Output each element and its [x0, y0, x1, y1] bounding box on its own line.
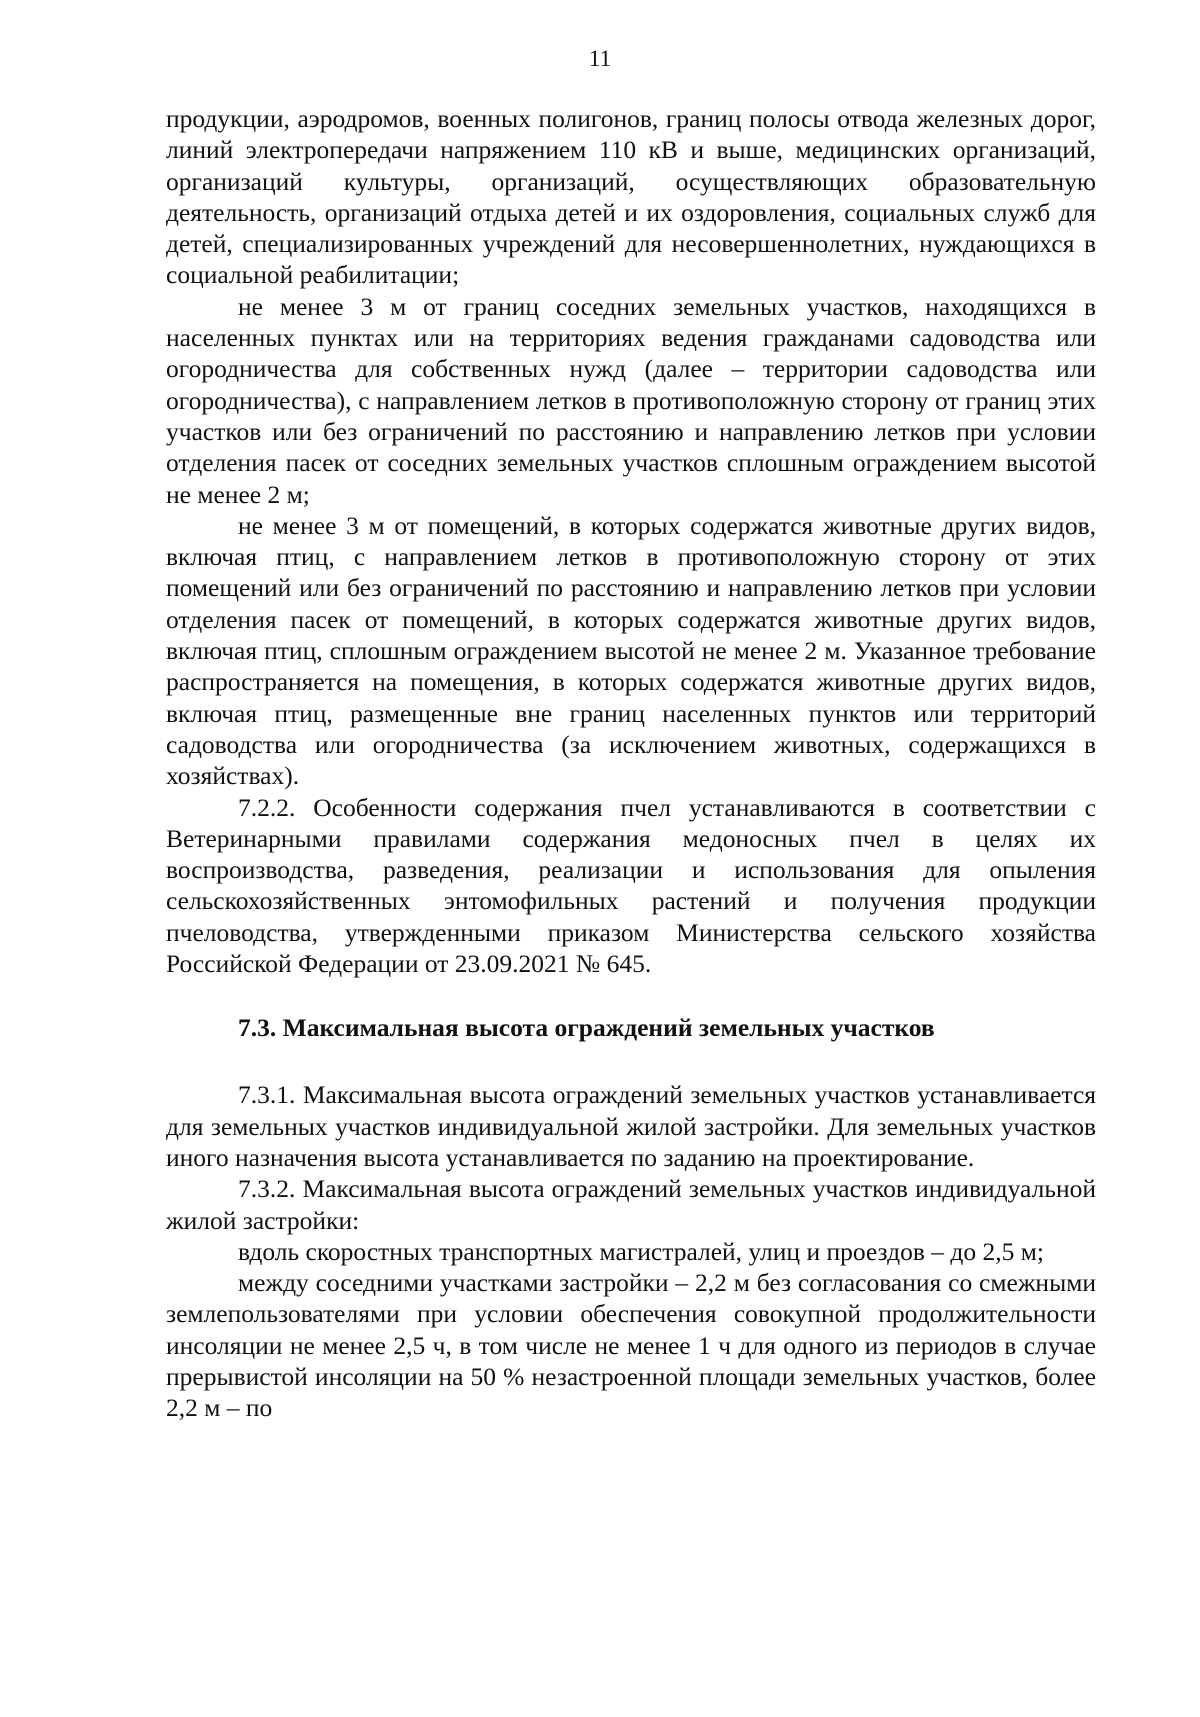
paragraph-streets: вдоль скоростных транспортных магистралей, улиц и проездов – до 2,5 м; [238, 1236, 1045, 1266]
paragraph-continuation: продукции, аэродромов, военных полигонов, границ полосы отвода железных дорог, линий электропередачи напряжением 110 кВ и выше, медицинских организаций, организаций культуры, организаций, осуществляющих образовательную деятельность, организаций отдыха детей и их оздоровления, социальных служб для детей, специализированных учреждений для несовершеннолетних, нуждающихся в социальной реабилитации; [166, 104, 1096, 290]
page-number: 11 [588, 46, 612, 71]
section-heading: 7.3. Максимальная высота ограждений земельных участков [238, 1013, 935, 1043]
paragraph-7-2-2: 7.2.2. Особенности содержания пчел устанавливаются в соответствии с Ветеринарными правилами содержания медоносных пчел в целях их воспроизводства, разведения, реализации и использования для опыления сельскохозяйственных энтомофильных растений и получения продукции пчеловодства, утвержденными приказом Министерства сельского хозяйства Российской Федерации от 23.09.2021 № 645. [166, 792, 1096, 979]
paragraph-neighbor-boundaries: между соседними участками застройки – 2,2 м без согласования со смежными землепользователями при условии обеспечения совокупной продолжительности инсоляции не менее 2,5 ч, в том числе не менее 1 ч для одного из периодов в случае прерывистой инсоляции на 50 % незастроенной площади земельных участков, более 2,2 м – по [166, 1268, 1096, 1423]
document-body [166, 103, 1096, 1424]
paragraph-neighbor-plots: не менее 3 м от границ соседних земельных участков, находящихся в населенных пунктах или на территориях ведения гражданами садоводства или огородничества для собственных нужд (далее – территории садоводства или огородничества), с направлением летков в противоположную сторону от границ этих участков или без ограничений по расстоянию и направлению летков при условии отделения пасек от соседних земельных участков сплошным ограждением высотой не менее 2 м; [166, 291, 1096, 509]
paragraph-7-3-1: 7.3.1. Максимальная высота ограждений земельных участков устанавливается для земельных участков индивидуальной жилой застройки. Для земельных участков иного назначения высота устанавливается по заданию на проектирование. [166, 1080, 1096, 1172]
paragraph-animal-premises: не менее 3 м от помещений, в которых содержатся животные других видов, включая птиц, с направлением летков в противоположную сторону от этих помещений или без ограничений по расстоянию и направлению летков при условии отделения пасек от помещений, в которых содержатся животные других видов, включая птиц, сплошным ограждением высотой не менее 2 м. Указанное требование распространяется на помещения, в которых содержатся животные других видов, включая птиц, размещенные вне границ населенных пунктов или территорий садоводства или огородничества (за исключением животных, содержащихся в хозяйствах). [166, 510, 1096, 791]
paragraph-7-3-2: 7.3.2. Максимальная высота ограждений земельных участков индивидуальной жилой застройки: [166, 1174, 1096, 1235]
